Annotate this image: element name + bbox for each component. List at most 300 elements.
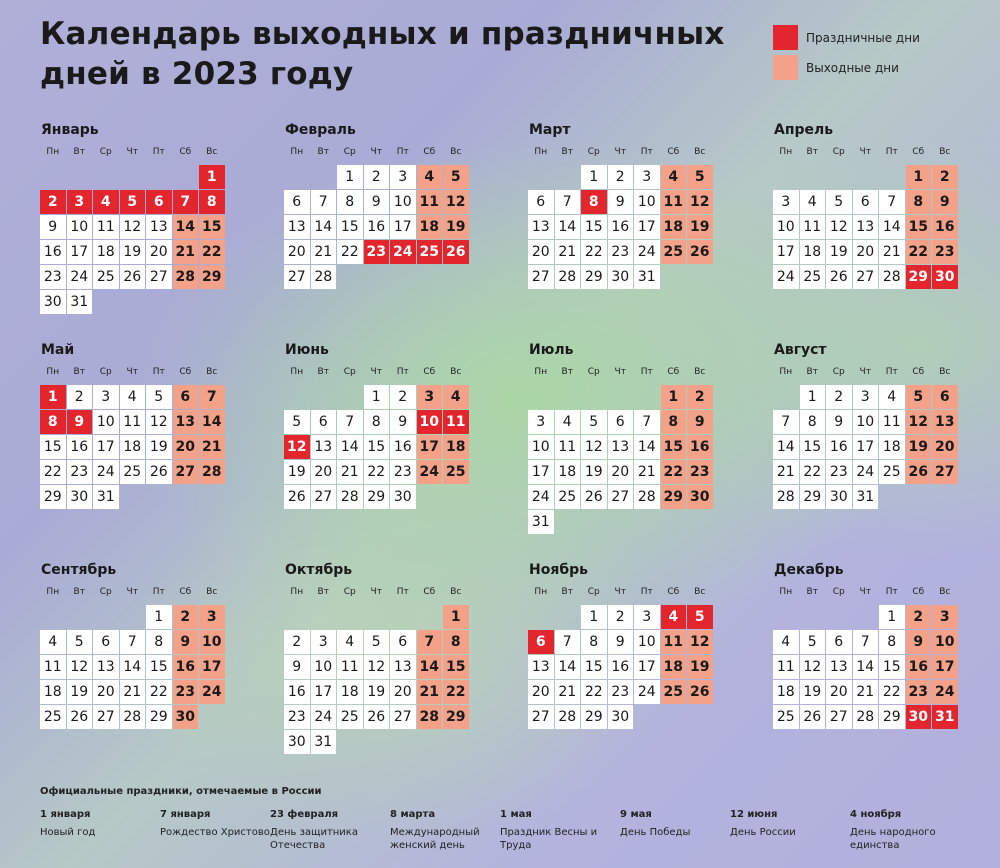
holiday-day-cell: 6 (528, 630, 554, 654)
day-cell: 12 (581, 435, 607, 459)
day-cell: 14 (337, 435, 363, 459)
weekday-label: Пн (779, 147, 793, 157)
month-name: Сентябрь (41, 562, 117, 578)
day-cell: 23 (608, 240, 634, 264)
day-cell: 8 (146, 630, 172, 654)
day-cell: 6 (93, 630, 119, 654)
day-cell: 19 (284, 460, 310, 484)
day-cell: 30 (284, 730, 310, 754)
day-cell: 6 (311, 410, 337, 434)
weekend-day-cell: 6 (932, 385, 958, 409)
day-cell: 10 (93, 410, 119, 434)
day-cell: 31 (634, 265, 660, 289)
day-cell: 28 (311, 265, 337, 289)
day-cell: 20 (146, 240, 172, 264)
day-cell: 2 (826, 385, 852, 409)
day-cell: 4 (879, 385, 905, 409)
days-grid (40, 385, 230, 509)
empty-cell (555, 385, 581, 409)
day-cell: 26 (146, 460, 172, 484)
holiday-day-cell: 8 (40, 410, 66, 434)
day-cell: 25 (93, 265, 119, 289)
empty-cell (528, 165, 554, 189)
day-cell: 23 (608, 680, 634, 704)
day-cell: 27 (284, 265, 310, 289)
weekend-day-cell: 10 (199, 630, 225, 654)
day-cell: 27 (146, 265, 172, 289)
weekday-label: Пн (46, 587, 60, 597)
weekend-day-cell: 16 (932, 215, 958, 239)
weekday-label: Чт (614, 587, 626, 597)
day-cell: 9 (364, 190, 390, 214)
day-cell: 25 (555, 485, 581, 509)
weekend-day-cell: 21 (173, 240, 199, 264)
month-calendar (773, 340, 963, 509)
day-cell: 16 (40, 240, 66, 264)
day-cell: 27 (311, 485, 337, 509)
day-cell: 19 (120, 240, 146, 264)
weekday-label: Сб (912, 147, 925, 157)
day-cell: 7 (337, 410, 363, 434)
weekend-day-cell: 25 (661, 240, 687, 264)
month-name: Август (774, 342, 827, 358)
empty-cell (146, 165, 172, 189)
day-cell: 12 (826, 215, 852, 239)
day-cell: 5 (581, 410, 607, 434)
weekend-day-cell: 1 (661, 385, 687, 409)
weekend-day-cell: 15 (661, 435, 687, 459)
day-cell: 24 (67, 265, 93, 289)
weekend-day-cell: 18 (443, 435, 469, 459)
weekday-label: Ср (587, 367, 600, 377)
weekend-day-cell: 1 (443, 605, 469, 629)
day-cell: 18 (40, 680, 66, 704)
day-cell: 30 (40, 290, 66, 314)
month-calendar (40, 120, 230, 314)
weekend-day-cell: 17 (932, 655, 958, 679)
day-cell: 4 (773, 630, 799, 654)
month-name: Февраль (285, 122, 356, 138)
day-cell: 16 (608, 655, 634, 679)
weekday-label: Пт (152, 147, 165, 157)
empty-cell (773, 385, 799, 409)
day-cell: 5 (826, 190, 852, 214)
day-cell: 26 (120, 265, 146, 289)
empty-cell (67, 165, 93, 189)
day-cell: 5 (67, 630, 93, 654)
weekend-day-cell: 29 (199, 265, 225, 289)
day-cell: 4 (337, 630, 363, 654)
footer-holiday-item (270, 808, 390, 852)
weekday-label: Пн (46, 147, 60, 157)
empty-cell (853, 165, 879, 189)
weekend-day-cell: 19 (687, 215, 713, 239)
weekday-label: Пт (152, 587, 165, 597)
weekend-day-cell: 11 (661, 190, 687, 214)
days-grid (284, 165, 474, 289)
day-cell: 26 (826, 265, 852, 289)
day-cell: 21 (311, 240, 337, 264)
day-cell: 4 (120, 385, 146, 409)
weekday-header (284, 587, 474, 601)
weekend-day-cell: 5 (443, 165, 469, 189)
holiday-day-cell: 23 (364, 240, 390, 264)
weekday-header (40, 587, 230, 601)
holiday-day-cell: 3 (67, 190, 93, 214)
month-calendar (528, 120, 718, 289)
day-cell: 15 (337, 215, 363, 239)
day-cell: 3 (311, 630, 337, 654)
day-cell: 15 (800, 435, 826, 459)
footer-holiday-name: День Победы (620, 827, 691, 838)
weekday-label: Пт (152, 367, 165, 377)
day-cell: 31 (528, 510, 554, 534)
weekend-day-cell: 15 (199, 215, 225, 239)
weekend-day-cell: 30 (687, 485, 713, 509)
weekday-label: Вс (450, 367, 462, 377)
month-calendar (40, 340, 230, 509)
weekend-day-cell: 4 (661, 165, 687, 189)
weekend-day-cell: 2 (932, 165, 958, 189)
weekend-day-cell: 2 (687, 385, 713, 409)
weekend-day-cell: 11 (661, 630, 687, 654)
weekday-label: Вт (73, 147, 85, 157)
day-cell: 13 (284, 215, 310, 239)
weekday-label: Сб (423, 587, 436, 597)
day-cell: 17 (853, 435, 879, 459)
empty-cell (634, 385, 660, 409)
day-cell: 1 (337, 165, 363, 189)
weekend-day-cell: 23 (932, 240, 958, 264)
weekend-day-cell: 26 (906, 460, 932, 484)
holiday-day-cell: 26 (443, 240, 469, 264)
weekend-day-cell: 27 (932, 460, 958, 484)
weekday-header (284, 367, 474, 381)
weekend-day-cell: 21 (417, 680, 443, 704)
day-cell: 6 (853, 190, 879, 214)
day-cell: 27 (528, 265, 554, 289)
holiday-day-cell: 8 (199, 190, 225, 214)
empty-cell (40, 605, 66, 629)
weekend-day-cell: 19 (443, 215, 469, 239)
weekday-label: Чт (370, 367, 382, 377)
weekend-day-cell: 9 (687, 410, 713, 434)
day-cell: 28 (337, 485, 363, 509)
day-cell: 22 (364, 460, 390, 484)
holiday-day-cell: 8 (581, 190, 607, 214)
day-cell: 29 (581, 265, 607, 289)
weekend-day-cell: 24 (199, 680, 225, 704)
day-cell: 3 (773, 190, 799, 214)
day-cell: 18 (93, 240, 119, 264)
page-title: Календарь выходных и праздничных дней в 2023 году (40, 16, 725, 92)
day-cell: 26 (364, 705, 390, 729)
weekday-label: Вт (561, 587, 573, 597)
day-cell: 8 (879, 630, 905, 654)
empty-cell (93, 165, 119, 189)
day-cell: 22 (800, 460, 826, 484)
holiday-day-cell: 5 (687, 605, 713, 629)
day-cell: 28 (853, 705, 879, 729)
weekend-day-cell: 7 (199, 385, 225, 409)
empty-cell (67, 605, 93, 629)
weekend-day-cell: 22 (906, 240, 932, 264)
day-cell: 21 (337, 460, 363, 484)
day-cell: 27 (93, 705, 119, 729)
day-cell: 14 (634, 435, 660, 459)
footer-holiday-name: Новый год (40, 827, 96, 838)
day-cell: 14 (555, 655, 581, 679)
day-cell: 5 (146, 385, 172, 409)
weekday-label: Чт (126, 587, 138, 597)
weekend-day-cell: 9 (173, 630, 199, 654)
day-cell: 29 (879, 705, 905, 729)
day-cell: 11 (337, 655, 363, 679)
weekday-label: Пн (290, 367, 304, 377)
day-cell: 1 (581, 605, 607, 629)
holiday-day-cell: 1 (40, 385, 66, 409)
day-cell: 9 (284, 655, 310, 679)
weekend-day-cell: 8 (443, 630, 469, 654)
day-cell: 23 (40, 265, 66, 289)
day-cell: 24 (311, 705, 337, 729)
weekday-label: Пн (46, 367, 60, 377)
weekday-label: Ср (832, 367, 845, 377)
weekday-label: Вс (939, 147, 951, 157)
day-cell: 3 (853, 385, 879, 409)
weekday-label: Пт (640, 147, 653, 157)
footer-holiday-date: 12 июня (730, 809, 778, 820)
day-cell: 7 (879, 190, 905, 214)
empty-cell (528, 605, 554, 629)
day-cell: 18 (555, 460, 581, 484)
weekend-day-cell: 19 (906, 435, 932, 459)
weekend-day-cell: 30 (173, 705, 199, 729)
day-cell: 13 (311, 435, 337, 459)
weekend-day-cell: 28 (199, 460, 225, 484)
footer-holiday-name: День народного единства (850, 827, 936, 851)
weekday-label: Вс (206, 367, 218, 377)
day-cell: 21 (879, 240, 905, 264)
weekday-label: Сб (667, 147, 680, 157)
weekday-label: Пт (885, 367, 898, 377)
day-cell: 19 (581, 460, 607, 484)
holiday-day-cell: 1 (199, 165, 225, 189)
weekday-label: Пт (396, 367, 409, 377)
day-cell: 29 (146, 705, 172, 729)
weekday-label: Чт (126, 147, 138, 157)
day-cell: 29 (581, 705, 607, 729)
day-cell: 12 (146, 410, 172, 434)
day-cell: 7 (773, 410, 799, 434)
empty-cell (284, 385, 310, 409)
weekend-day-cell: 27 (173, 460, 199, 484)
day-cell: 27 (608, 485, 634, 509)
weekend-day-cell: 11 (417, 190, 443, 214)
weekend-day-cell: 12 (687, 630, 713, 654)
day-cell: 6 (608, 410, 634, 434)
weekend-day-cell: 3 (932, 605, 958, 629)
day-cell: 3 (634, 165, 660, 189)
weekend-day-cell: 4 (443, 385, 469, 409)
day-cell: 11 (93, 215, 119, 239)
weekday-label: Пт (640, 367, 653, 377)
day-cell: 21 (555, 680, 581, 704)
empty-cell (800, 165, 826, 189)
day-cell: 1 (879, 605, 905, 629)
day-cell: 30 (826, 485, 852, 509)
day-cell: 21 (555, 240, 581, 264)
weekday-label: Пн (290, 587, 304, 597)
day-cell: 28 (773, 485, 799, 509)
day-cell: 9 (608, 630, 634, 654)
month-name: Июнь (285, 342, 329, 358)
day-cell: 24 (634, 240, 660, 264)
day-cell: 10 (853, 410, 879, 434)
weekday-label: Пт (396, 147, 409, 157)
weekend-day-cell: 16 (906, 655, 932, 679)
empty-cell (773, 605, 799, 629)
legend-weekend-label: Выходные дни (806, 60, 899, 75)
days-grid (528, 165, 718, 289)
day-cell: 23 (284, 705, 310, 729)
day-cell: 31 (93, 485, 119, 509)
month-name: Ноябрь (529, 562, 588, 578)
weekday-label: Вт (806, 587, 818, 597)
weekday-label: Вт (561, 367, 573, 377)
weekend-day-cell: 29 (661, 485, 687, 509)
day-cell: 22 (40, 460, 66, 484)
weekend-day-cell: 26 (687, 240, 713, 264)
day-cell: 7 (853, 630, 879, 654)
days-grid (284, 385, 474, 509)
day-cell: 12 (364, 655, 390, 679)
weekday-label: Вс (206, 587, 218, 597)
day-cell: 19 (146, 435, 172, 459)
day-cell: 8 (364, 410, 390, 434)
empty-cell (581, 385, 607, 409)
footer-title: Официальные праздники, отмечаемые в России (40, 786, 322, 797)
day-cell: 25 (800, 265, 826, 289)
day-cell: 30 (608, 265, 634, 289)
weekend-day-cell: 18 (417, 215, 443, 239)
weekend-day-cell: 19 (687, 655, 713, 679)
weekday-label: Вт (317, 147, 329, 157)
day-cell: 10 (634, 190, 660, 214)
weekend-day-cell: 15 (906, 215, 932, 239)
weekend-day-cell: 28 (417, 705, 443, 729)
day-cell: 18 (879, 435, 905, 459)
weekend-day-cell: 14 (173, 215, 199, 239)
weekday-label: Сб (423, 367, 436, 377)
empty-cell (337, 605, 363, 629)
day-cell: 22 (146, 680, 172, 704)
holiday-day-cell: 25 (417, 240, 443, 264)
day-cell: 20 (528, 680, 554, 704)
day-cell: 23 (826, 460, 852, 484)
day-cell: 5 (800, 630, 826, 654)
day-cell: 3 (93, 385, 119, 409)
empty-cell (40, 165, 66, 189)
day-cell: 27 (826, 705, 852, 729)
day-cell: 7 (120, 630, 146, 654)
days-grid (528, 605, 718, 729)
day-cell: 10 (634, 630, 660, 654)
day-cell: 4 (555, 410, 581, 434)
day-cell: 10 (773, 215, 799, 239)
day-cell: 1 (146, 605, 172, 629)
weekday-label: Пн (779, 367, 793, 377)
empty-cell (800, 605, 826, 629)
weekend-day-cell: 29 (443, 705, 469, 729)
weekday-label: Ср (832, 147, 845, 157)
days-grid (40, 605, 230, 729)
weekday-label: Пн (290, 147, 304, 157)
day-cell: 31 (67, 290, 93, 314)
footer-holiday-date: 1 мая (500, 809, 532, 820)
day-cell: 19 (800, 680, 826, 704)
day-cell: 4 (40, 630, 66, 654)
weekday-label: Чт (126, 367, 138, 377)
weekday-label: Пт (396, 587, 409, 597)
weekday-label: Чт (859, 587, 871, 597)
day-cell: 7 (555, 630, 581, 654)
footer-holiday-item (730, 808, 850, 839)
weekend-day-cell: 2 (906, 605, 932, 629)
month-name: Январь (41, 122, 99, 138)
weekend-day-cell: 3 (417, 385, 443, 409)
day-cell: 12 (800, 655, 826, 679)
weekday-label: Вс (939, 367, 951, 377)
weekday-label: Ср (343, 147, 356, 157)
weekday-label: Ср (99, 147, 112, 157)
weekday-label: Вс (694, 587, 706, 597)
day-cell: 17 (773, 240, 799, 264)
empty-cell (311, 385, 337, 409)
weekday-label: Вт (317, 367, 329, 377)
day-cell: 6 (390, 630, 416, 654)
day-cell: 28 (879, 265, 905, 289)
footer-holiday-item (390, 808, 510, 852)
empty-cell (879, 165, 905, 189)
weekend-day-cell: 12 (443, 190, 469, 214)
day-cell: 4 (800, 190, 826, 214)
day-cell: 25 (773, 705, 799, 729)
day-cell: 13 (528, 655, 554, 679)
weekday-label: Чт (370, 587, 382, 597)
day-cell: 1 (364, 385, 390, 409)
day-cell: 2 (608, 165, 634, 189)
days-grid (773, 165, 963, 289)
weekend-day-cell: 13 (173, 410, 199, 434)
weekday-label: Сб (423, 147, 436, 157)
day-cell: 2 (364, 165, 390, 189)
day-cell: 21 (634, 460, 660, 484)
day-cell: 30 (608, 705, 634, 729)
weekend-day-cell: 9 (932, 190, 958, 214)
day-cell: 28 (555, 265, 581, 289)
day-cell: 20 (528, 240, 554, 264)
holiday-day-cell: 29 (906, 265, 932, 289)
month-name: Март (529, 122, 571, 138)
day-cell: 28 (634, 485, 660, 509)
weekday-label: Чт (370, 147, 382, 157)
day-cell: 22 (581, 680, 607, 704)
month-calendar (773, 560, 963, 729)
weekend-day-cell: 23 (906, 680, 932, 704)
day-cell: 8 (337, 190, 363, 214)
day-cell: 25 (120, 460, 146, 484)
